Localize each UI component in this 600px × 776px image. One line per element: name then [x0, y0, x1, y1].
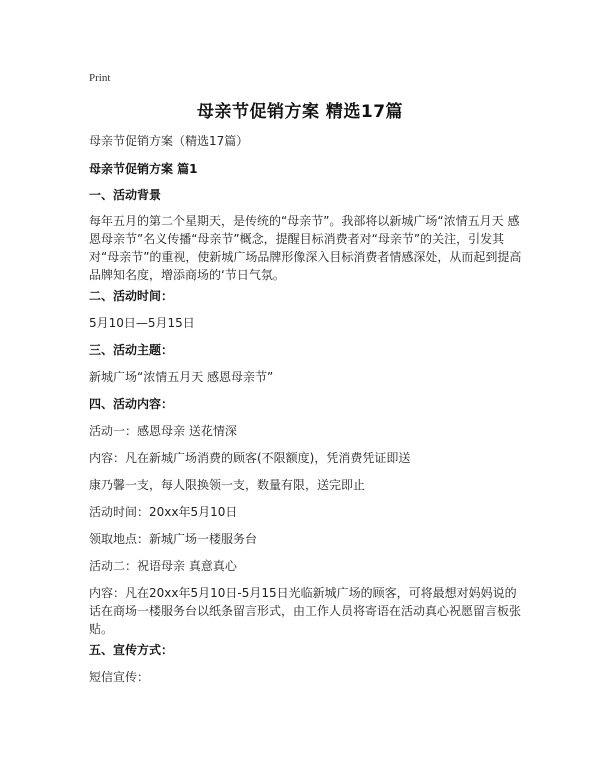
activity-one: 活动一：感恩母亲 送花情深	[89, 424, 237, 438]
time-paragraph: 5月10日—5月15日	[89, 316, 195, 330]
heading-theme: 三、活动主题：	[89, 343, 174, 357]
document-subtitle: 母亲节促销方案（精选17篇）	[89, 134, 249, 148]
section-title: 母亲节促销方案 篇1	[89, 162, 198, 176]
heading-content: 四、活动内容：	[89, 397, 174, 411]
print-link[interactable]: Print	[89, 72, 111, 84]
activity-one-content-cont: 康乃馨一支，每人限换领一支，数量有限，送完即止	[89, 478, 366, 492]
page-title: 母亲节促销方案 精选17篇	[196, 102, 404, 122]
activity-time: 活动时间：20xx年5月10日	[89, 505, 238, 519]
activity-one-content: 内容：凡在新城广场消费的顾客(不限额度)，凭消费凭证即送	[89, 451, 411, 465]
activity-two: 活动二：祝语母亲 真意真心	[89, 559, 237, 573]
background-paragraph: 每年五月的第二个星期天，是传统的“母亲节”。我部将以新城广场“浓情五月天 感恩母亲节”名义传播“母亲节”概念，提醒目标消费者对“母亲节”的关注，引发其对“母亲节”的重视，使新城广场品牌形像深入目标消费者情感深处，从而起到提高品牌知名度，增添商场的‘节日气氛。	[89, 214, 522, 282]
sms-promo: 短信宣传：	[89, 670, 150, 684]
activity-two-content: 内容：凡在20xx年5月10日-5月15日光临新城广场的顾客，可将最想对妈妈说的话在商场一楼服务台以纸条留言形式，由工作人员将寄语在活动真心祝愿留言板张贴。	[89, 586, 522, 636]
heading-background: 一、活动背景	[89, 188, 162, 202]
heading-time: 二、活动时间：	[89, 289, 174, 303]
theme-paragraph: 新城广场“浓情五月天 感恩母亲节”	[89, 370, 274, 384]
heading-promo: 五、宣传方式：	[89, 643, 174, 657]
pickup-location: 领取地点：新城广场一楼服务台	[89, 532, 258, 546]
